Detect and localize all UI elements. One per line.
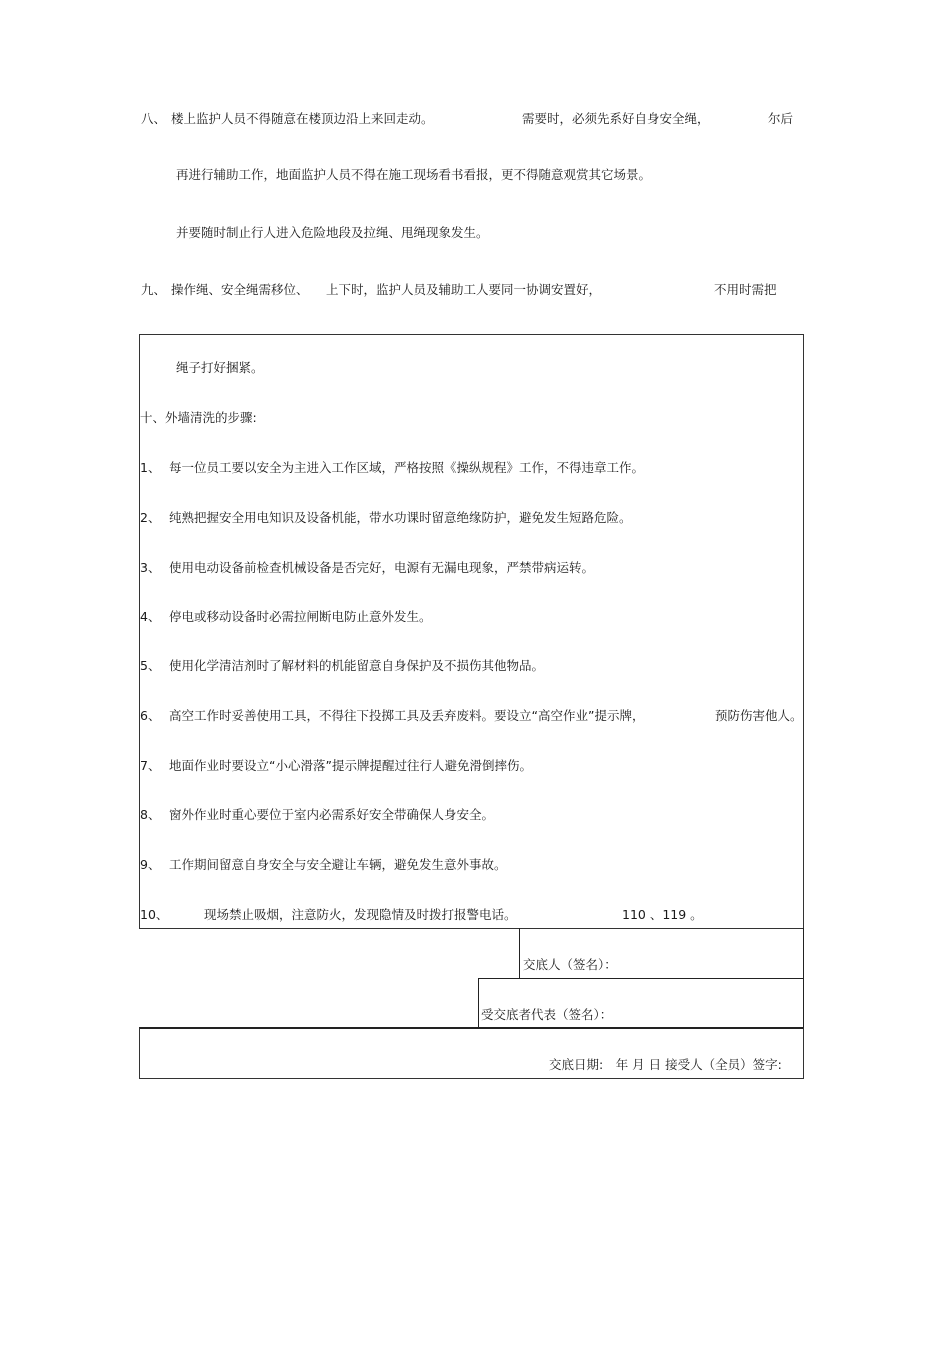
item8-line3: 并要随时制止行人进入危险地段及拉绳、甩绳现象发生。	[176, 225, 489, 240]
box-continuation: 绳子打好捆紧。	[176, 360, 264, 375]
step-number: 1、	[140, 460, 161, 475]
step-number: 4、	[140, 609, 161, 624]
step-text: 地面作业时要设立“小心滑落”提示牌提醒过往行人避免滑倒摔伤。	[169, 758, 532, 773]
item8-part3: 尔后	[768, 111, 794, 126]
receiver-right-border	[803, 978, 804, 1028]
presenter-right-border	[803, 928, 804, 978]
item8-line2: 再进行辅助工作，地面监护人员不得在施工现场看书看报，更不得随意观赏其它场景。	[176, 167, 652, 182]
item8-part1: 楼上监护人员不得随意在楼顶边沿上来回走动。	[171, 111, 434, 126]
step-text: 使用化学清洁剂时了解材料的机能留意自身保护及不损伤其他物品。	[169, 658, 545, 673]
item9-number: 九、	[141, 282, 167, 297]
item8-number: 八、	[141, 111, 167, 126]
step-text-tail: 110 、119 。	[622, 907, 703, 922]
presenter-signature-label: 交底人（签名）：	[523, 957, 617, 972]
section-title: 十、外墙清洗的步骤:	[140, 410, 257, 425]
presenter-divider	[519, 928, 520, 978]
step-text: 高空工作时妥善使用工具，不得往下投掷工具及丢弃废料。要设立“高空作业”提示牌，	[169, 708, 645, 723]
item9-part1: 操作绳、安全绳需移位、	[171, 282, 309, 297]
step-number: 6、	[140, 708, 161, 723]
step-number: 9、	[140, 857, 161, 872]
step-number: 2、	[140, 510, 161, 525]
step-text: 现场禁止吸烟，注意防火，发现隐情及时拨打报警电话。	[204, 907, 517, 922]
step-text: 纯熟把握安全用电知识及设备机能，带水功课时留意绝缘防护，避免发生短路危险。	[169, 510, 632, 525]
item9-part2: 上下时，监护人员及辅助工人要同一协调安置好，	[326, 282, 602, 297]
step-number: 7、	[140, 758, 161, 773]
item9-part3: 不用时需把	[714, 282, 777, 297]
step-text: 使用电动设备前检查机械设备是否完好，电源有无漏电现象，严禁带病运转。	[169, 560, 595, 575]
step-text: 停电或移动设备时必需拉闸断电防止意外发生。	[169, 609, 432, 624]
receiver-divider	[478, 978, 479, 1028]
step-number: 3、	[140, 560, 161, 575]
receiver-rep-signature-label: 受交底者代表（签名）：	[481, 1007, 613, 1022]
step-text: 工作期间留意自身安全与安全避让车辆，避免发生意外事故。	[169, 857, 507, 872]
step-text-tail: 预防伤害他人。	[715, 708, 803, 723]
footer-date-signature: 交底日期: 年 月 日 接受人（全员）签字:	[549, 1057, 782, 1072]
presenter-bottom-line	[478, 978, 804, 979]
step-number: 5、	[140, 658, 161, 673]
step-text: 窗外作业时重心要位于室内必需系好安全带确保人身安全。	[169, 807, 495, 822]
item8-part2: 需要时，必须先系好自身安全绳，	[522, 111, 710, 126]
step-number: 8、	[140, 807, 161, 822]
step-number: 10、	[140, 907, 169, 922]
step-text: 每一位员工要以安全为主进入工作区域，严格按照《操纵规程》工作，不得违章工作。	[169, 460, 645, 475]
